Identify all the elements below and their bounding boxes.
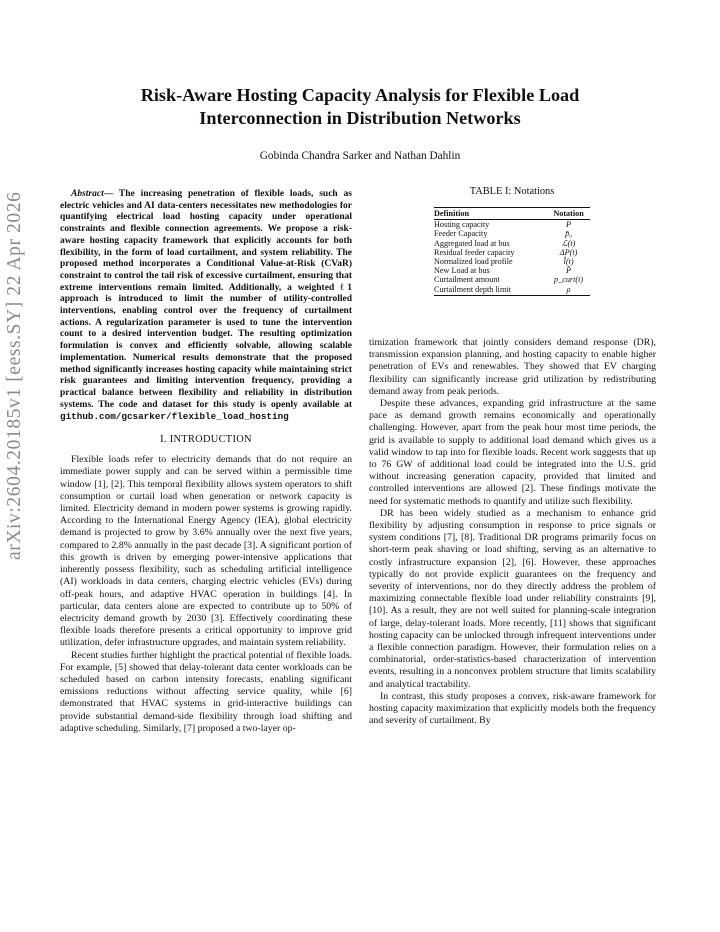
table-row [434, 266, 590, 275]
notation-cell: ρ [547, 285, 590, 296]
definition-cell: Aggregated load at bus [434, 238, 510, 248]
definition-cell: Feeder Capacity [434, 229, 488, 239]
table-caption: TABLE I: Notations [469, 186, 555, 197]
notation-cell: ℒ(t) [561, 238, 576, 248]
abstract [60, 189, 352, 424]
table-row [434, 220, 590, 230]
definition-cell: Hosting capacity [434, 220, 490, 230]
table-row [434, 275, 590, 284]
body-paragraph-1: timization framework that jointly considers demand response (DR), transmission expansion planning, and hosting capacity to enable higher penetration of EVs and renewables. They showed that EV charging flexibility can significantly increase grid utilization by redistributing demand away from peak periods. [369, 337, 656, 397]
intro-paragraph-1: Flexible loads refer to electricity demands that do not require an immediate power supply and can be served within a permissible time window [1], [2]. This temporal flexibility allows system operators to shift consumption or curtail load when generation or network capacity is limited. Electricity demand in modern power systems is growing rapidly. According to the International Energy Agency (IEA), global electricity demand is projected to grow by 3.6% annually over the next five years, compared to 2.8% annually in the past decade [3]. A significant portion of this growth is driven by emerging power-intensive applications that inherently possess flexibility, such as scheduling artificial intelligence (AI) workloads in data centers, charging electric vehicles (EVs) during off-peak hours, and adaptive HVAC operation in buildings [4]. In particular, data centers alone are expected to contribute up to 50% of electricity demand growth by 2030 [3]. Effectively coordinating these flexible loads therefore presents a critical opportunity to improve grid utilization, defer infrastructure upgrades, and maintain system reliability. [60, 454, 352, 649]
abstract-label: Abstract [71, 189, 104, 199]
paper-authors: Gobinda Chandra Sarker and Nathan Dahlin [259, 150, 461, 162]
section-heading-introduction: I. INTRODUCTION [160, 434, 252, 446]
table-row [434, 239, 590, 248]
table-row [434, 248, 590, 257]
notation-cell: p̄₀ [565, 229, 573, 239]
notation-cell: p_curt(t) [554, 275, 584, 285]
abstract-text: — The increasing penetration of flexible loads, such as electric vehicles and AI data-centers necessitates new methodologies for quantifying electrical load hosting capacity under operational constraints and flexible connection agreements. We propose a risk-aware hosting capacity framework that explicitly accounts for both flexibility, in the form of load curtailment, and system reliability. The proposed method incorporates a Conditional Value-at-Risk (CVaR) constraint to control the tail risk of excessive curtailment, ensuring that extreme interventions remain limited. Additionally, a weighted ℓ1 approach is introduced to limit the number of utility-controlled interventions, enabling control over the frequency of curtailment actions. A regularization parameter is used to tune the intervention count to a desired intervention budget. The resulting optimization formulation is convex and efficiently solvable, allowing scalable implementation. Numerical results demonstrate that the proposed method significantly increases hosting capacity while maintaining strict risk guarantees and limiting intervention frequency, providing a practical balance between flexibility and reliability in distribution systems. The code and dataset for this study is openly available at [60, 189, 352, 410]
notation-table-block [434, 186, 590, 296]
notation-cell: l̂(t) [563, 257, 574, 267]
intro-paragraph-2: Recent studies further highlight the practical potential of flexible loads. For example, [5] showed that delay-tolerant data center workloads can be scheduled based on carbon intensity forecasts, enabling significant emissions reductions without affecting service quality, while [6] demonstrated that HVAC systems in grid-interactive buildings can provide substantial demand-side flexibility through load shifting and adaptive scheduling. Similarly, [7] proposed a two-layer op- [60, 649, 352, 734]
column-header-definition: Definition [434, 208, 547, 220]
notation-cell: P [566, 220, 572, 230]
definition-cell: Residual feeder capacity [434, 247, 515, 257]
arxiv-identifier[interactable]: arXiv:2604.20185v1 [eess.SY] 22 Apr 2026 [4, 191, 25, 560]
definition-cell: Normalized load profile [434, 257, 513, 267]
table-header-row [434, 208, 590, 220]
body-paragraph-4: In contrast, this study proposes a convex, risk-aware framework for hosting capacity maximization that explicitly models both the frequency and severity of curtailment. By [369, 690, 656, 727]
table-row [434, 229, 590, 238]
left-column [60, 189, 352, 735]
body-paragraph-3: DR has been widely studied as a mechanism to enhance grid flexibility by adjusting consumption in response to price signals or system conditions [7], [8]. Traditional DR programs primarily focus on short-term peak shaving or load shifting, serving as an alternative to costly infrastructure expansion [2], [6]. However, these approaches typically do not provide explicit guarantees on the frequency and severity of interventions, nor do they directly address the problem of maximizing connectable flexible load under reliability constraints [9], [10]. As a result, they are not well suited for planning-scale integration of large, delay-tolerant loads. More recently, [11] shows that significant hosting capacity can be unlocked through infrequent interventions under a flexible connection paradigm. However, their formulation relies on a combinatorial, order-statistics-based characterization of intervention events, resulting in a nonconvex problem structure that limits scalability and analytical tractability. [369, 507, 656, 690]
column-header-notation: Notation [547, 208, 590, 220]
table-row [434, 285, 590, 296]
definition-cell: Curtailment amount [434, 275, 500, 285]
body-paragraph-2: Despite these advances, expanding grid infrastructure at the same pace as demand growth remains economically and operationally challenging. However, apart from the peak hour most time periods, the grid is available to supply to additional load demand which gives us a valid window to tap into for flexible loads. Recent work suggests that up to 76 GW of additional load could be integrated into the U.S. grid without increasing generation capacity, provided that limited and controlled interventions are allowed [2]. These findings motivate the need for systematic methods to quantify and utilize such flexibility. [369, 398, 656, 507]
definition-cell: New Load at bus [434, 266, 490, 276]
right-column [369, 337, 656, 728]
notation-cell: P̂ [566, 266, 572, 276]
code-repository-link[interactable]: github.com/gcsarker/flexible_load_hosting [60, 411, 289, 423]
definition-cell: Curtailment depth limit [434, 285, 547, 296]
notation-table [434, 207, 590, 296]
table-row [434, 257, 590, 266]
paper-title: Risk-Aware Hosting Capacity Analysis for Flexible Load Interconnection in Distribution Networks [140, 85, 580, 128]
notation-cell: ΔP(t) [559, 247, 578, 257]
